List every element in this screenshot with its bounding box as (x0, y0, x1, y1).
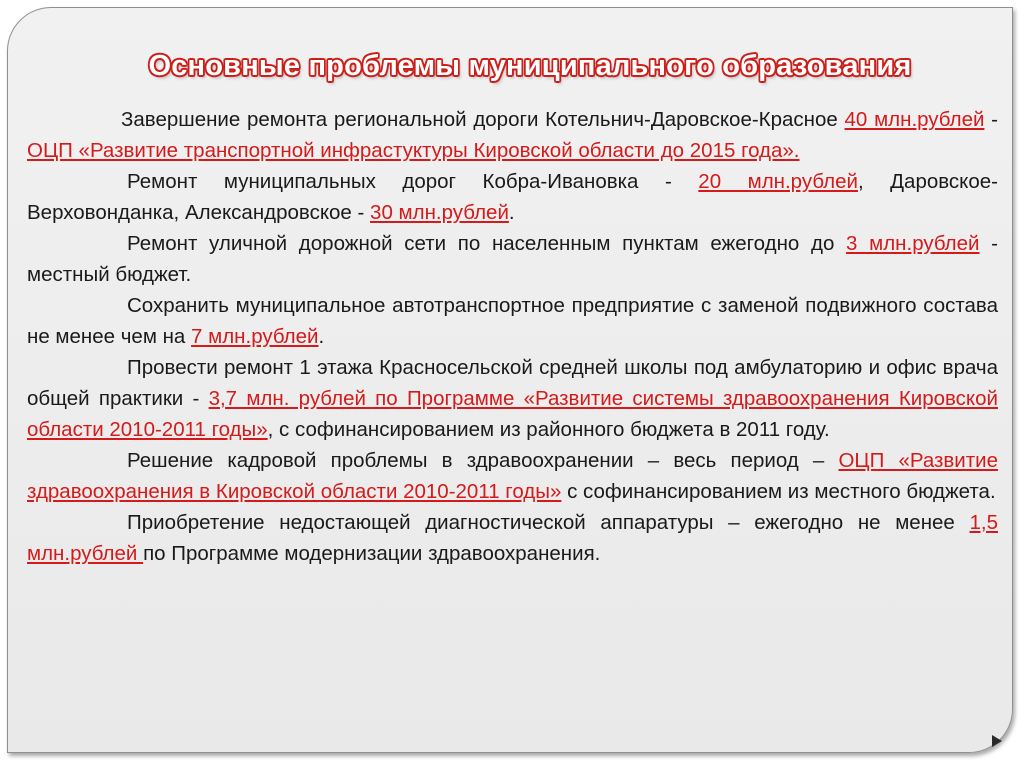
paragraph-road-kotelnich (27, 104, 998, 166)
paragraph-text: - местный бюджет. (27, 232, 998, 286)
paragraph-text: Завершение ремонта региональной дороги Котельнич-Даровское-Красное (121, 108, 845, 131)
paragraph-diagnostic-equipment (27, 507, 998, 569)
slide-body (27, 104, 998, 569)
paragraph-text: Провести ремонт 1 этажа Красносельской средней школы под амбулаторию и офис врача общей практики - (27, 356, 998, 410)
highlighted-amount: 1,5 млн.рублей (27, 511, 998, 565)
paragraph-text: по Программе модернизации здравоохранения. (143, 542, 601, 565)
highlighted-amount: 20 млн.рублей (698, 170, 858, 193)
paragraph-text: Ремонт муниципальных дорог Кобра-Ивановка - (127, 170, 699, 193)
paragraph-text: Приобретение недостающей диагностической аппаратуры – ежегодно не менее (127, 511, 970, 534)
paragraph-text: - (984, 108, 998, 131)
paragraph-transport-enterprise (27, 290, 998, 352)
paragraph-school-repair (27, 352, 998, 445)
highlighted-amount: 7 млн.рублей (191, 325, 319, 348)
slide-title: Основные проблемы муниципального образования (148, 50, 912, 82)
highlighted-amount: 40 млн.рублей (844, 108, 985, 131)
paragraph-text: . (508, 201, 515, 224)
highlighted-amount: ОЦП «Развитие транспортной инфрастуктуры Кировской области до 2015 года». (27, 139, 800, 162)
paragraph-text: с софинансированием из местного бюджета. (561, 480, 996, 503)
highlighted-amount: 3,7 млн. рублей по Программе «Развитие системы здравоохранения Кировской области 2010-2011 годы» (27, 387, 998, 441)
paragraph-text: , Даровское-Верховонданка, Александровское - (27, 170, 998, 224)
highlighted-amount: 30 млн.рублей (370, 201, 509, 224)
highlighted-amount: 3 млн.рублей (846, 232, 980, 255)
paragraph-text: Решение кадровой проблемы в здравоохранении – весь период – (127, 449, 839, 472)
paragraph-staffing (27, 445, 998, 507)
paragraph-text: . (318, 325, 325, 348)
highlighted-amount: ОЦП «Развитие здравоохранения в Кировской области 2010-2011 годы» (27, 449, 998, 503)
next-slide-arrow-icon[interactable] (990, 734, 1004, 748)
paragraph-street-network (27, 228, 998, 290)
paragraph-text: Ремонт уличной дорожной сети по населенным пунктам ежегодно до (127, 232, 847, 255)
paragraph-text: Сохранить муниципальное автотранспортное предприятие с заменой подвижного состава не менее чем на (27, 294, 998, 348)
paragraph-text: , с софинансированием из районного бюджета в 2011 году. (267, 418, 830, 441)
paragraph-municipal-roads (27, 166, 998, 228)
